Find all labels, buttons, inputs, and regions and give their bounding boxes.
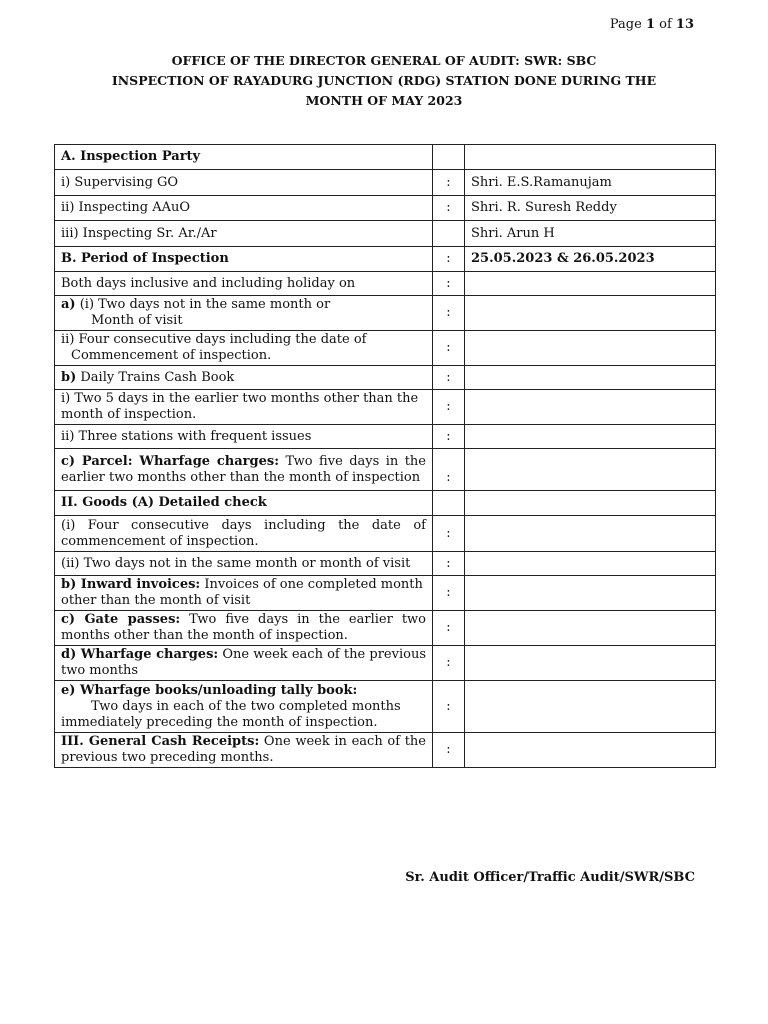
table-row <box>55 646 716 681</box>
period-value: 25.05.2023 & 26.05.2023 <box>465 247 716 272</box>
colon: : <box>433 425 465 449</box>
colon: : <box>433 247 465 272</box>
table-row <box>55 247 716 272</box>
table-row <box>55 552 716 576</box>
table-row <box>55 516 716 552</box>
table-row <box>55 366 716 390</box>
supervising-go-value: Shri. E.S.Ramanujam <box>465 170 716 196</box>
general-cash-receipts-label: III. General Cash Receipts: One week in each of the previous two preceding months. <box>55 733 433 768</box>
two-five-days-label: i) Two 5 days in the earlier two months other than the month of inspection. <box>55 390 433 425</box>
colon: : <box>433 449 465 491</box>
colon: : <box>433 646 465 681</box>
table-row <box>55 390 716 425</box>
colon: : <box>433 196 465 221</box>
table-row <box>55 733 716 768</box>
colon: : <box>433 170 465 196</box>
inspecting-ar-label: iii) Inspecting Sr. Ar./Ar <box>55 221 433 247</box>
three-stations-label: ii) Three stations with frequent issues <box>55 425 433 449</box>
table-row <box>55 576 716 611</box>
table-row <box>55 331 716 366</box>
document-heading <box>54 51 714 111</box>
wharfage-books-label: e) Wharfage books/unloading tally book: Two days in each of the two completed months immediately preceding the month of inspection. <box>55 681 433 733</box>
heading-line-3: MONTH OF MAY 2023 <box>305 93 463 108</box>
section-b-title: B. Period of Inspection <box>55 247 433 272</box>
cash-book-label: b) Daily Trains Cash Book <box>55 366 433 390</box>
table-row <box>55 611 716 646</box>
colon: : <box>433 576 465 611</box>
colon: : <box>433 296 465 331</box>
table-row <box>55 170 716 196</box>
gate-passes-label: c) Gate passes: Two five days in the earlier two months other than the month of inspection. <box>55 611 433 646</box>
colon: : <box>433 516 465 552</box>
inspecting-aauo-label: ii) Inspecting AAuO <box>55 196 433 221</box>
page-number: Page 1 of 13 <box>609 17 694 32</box>
table-row <box>55 145 716 170</box>
heading-line-1: OFFICE OF THE DIRECTOR GENERAL OF AUDIT: SWR: SBC <box>171 53 597 68</box>
table-row <box>55 221 716 247</box>
table-row <box>55 272 716 296</box>
goods-two-days-label: (ii) Two days not in the same month or month of visit <box>55 552 433 576</box>
colon: : <box>433 331 465 366</box>
two-days-label: a) (i) Two days not in the same month or Month of visit <box>55 296 433 331</box>
goods-four-days-label: (i) Four consecutive days including the date of commencement of inspection. <box>55 516 433 552</box>
signature-block: Sr. Audit Officer/Traffic Audit/SWR/SBC <box>405 870 695 885</box>
table-row <box>55 449 716 491</box>
parcel-wharfage-label: c) Parcel: Wharfage charges: Two five days in the earlier two months other than the month of inspection <box>55 449 433 491</box>
supervising-go-label: i) Supervising GO <box>55 170 433 196</box>
inspecting-ar-value: Shri. Arun H <box>465 221 716 247</box>
table-row <box>55 425 716 449</box>
wharfage-charges-label: d) Wharfage charges: One week each of the previous two months <box>55 646 433 681</box>
inward-invoices-label: b) Inward invoices: Invoices of one completed month other than the month of visit <box>55 576 433 611</box>
colon: : <box>433 733 465 768</box>
colon: : <box>433 390 465 425</box>
section-ii-title: II. Goods (A) Detailed check <box>55 491 433 516</box>
colon: : <box>433 611 465 646</box>
inspection-table <box>54 144 716 768</box>
inspecting-aauo-value: Shri. R. Suresh Reddy <box>465 196 716 221</box>
table-row <box>55 491 716 516</box>
section-a-title: A. Inspection Party <box>55 145 433 170</box>
table-row <box>55 296 716 331</box>
four-days-label: ii) Four consecutive days including the date of Commencement of inspection. <box>55 331 433 366</box>
colon: : <box>433 272 465 296</box>
table-row <box>55 196 716 221</box>
table-row <box>55 681 716 733</box>
both-days-label: Both days inclusive and including holiday on <box>55 272 433 296</box>
heading-line-2: INSPECTION OF RAYADURG JUNCTION (RDG) STATION DONE DURING THE <box>111 73 657 88</box>
colon: : <box>433 681 465 733</box>
colon: : <box>433 552 465 576</box>
colon: : <box>433 366 465 390</box>
